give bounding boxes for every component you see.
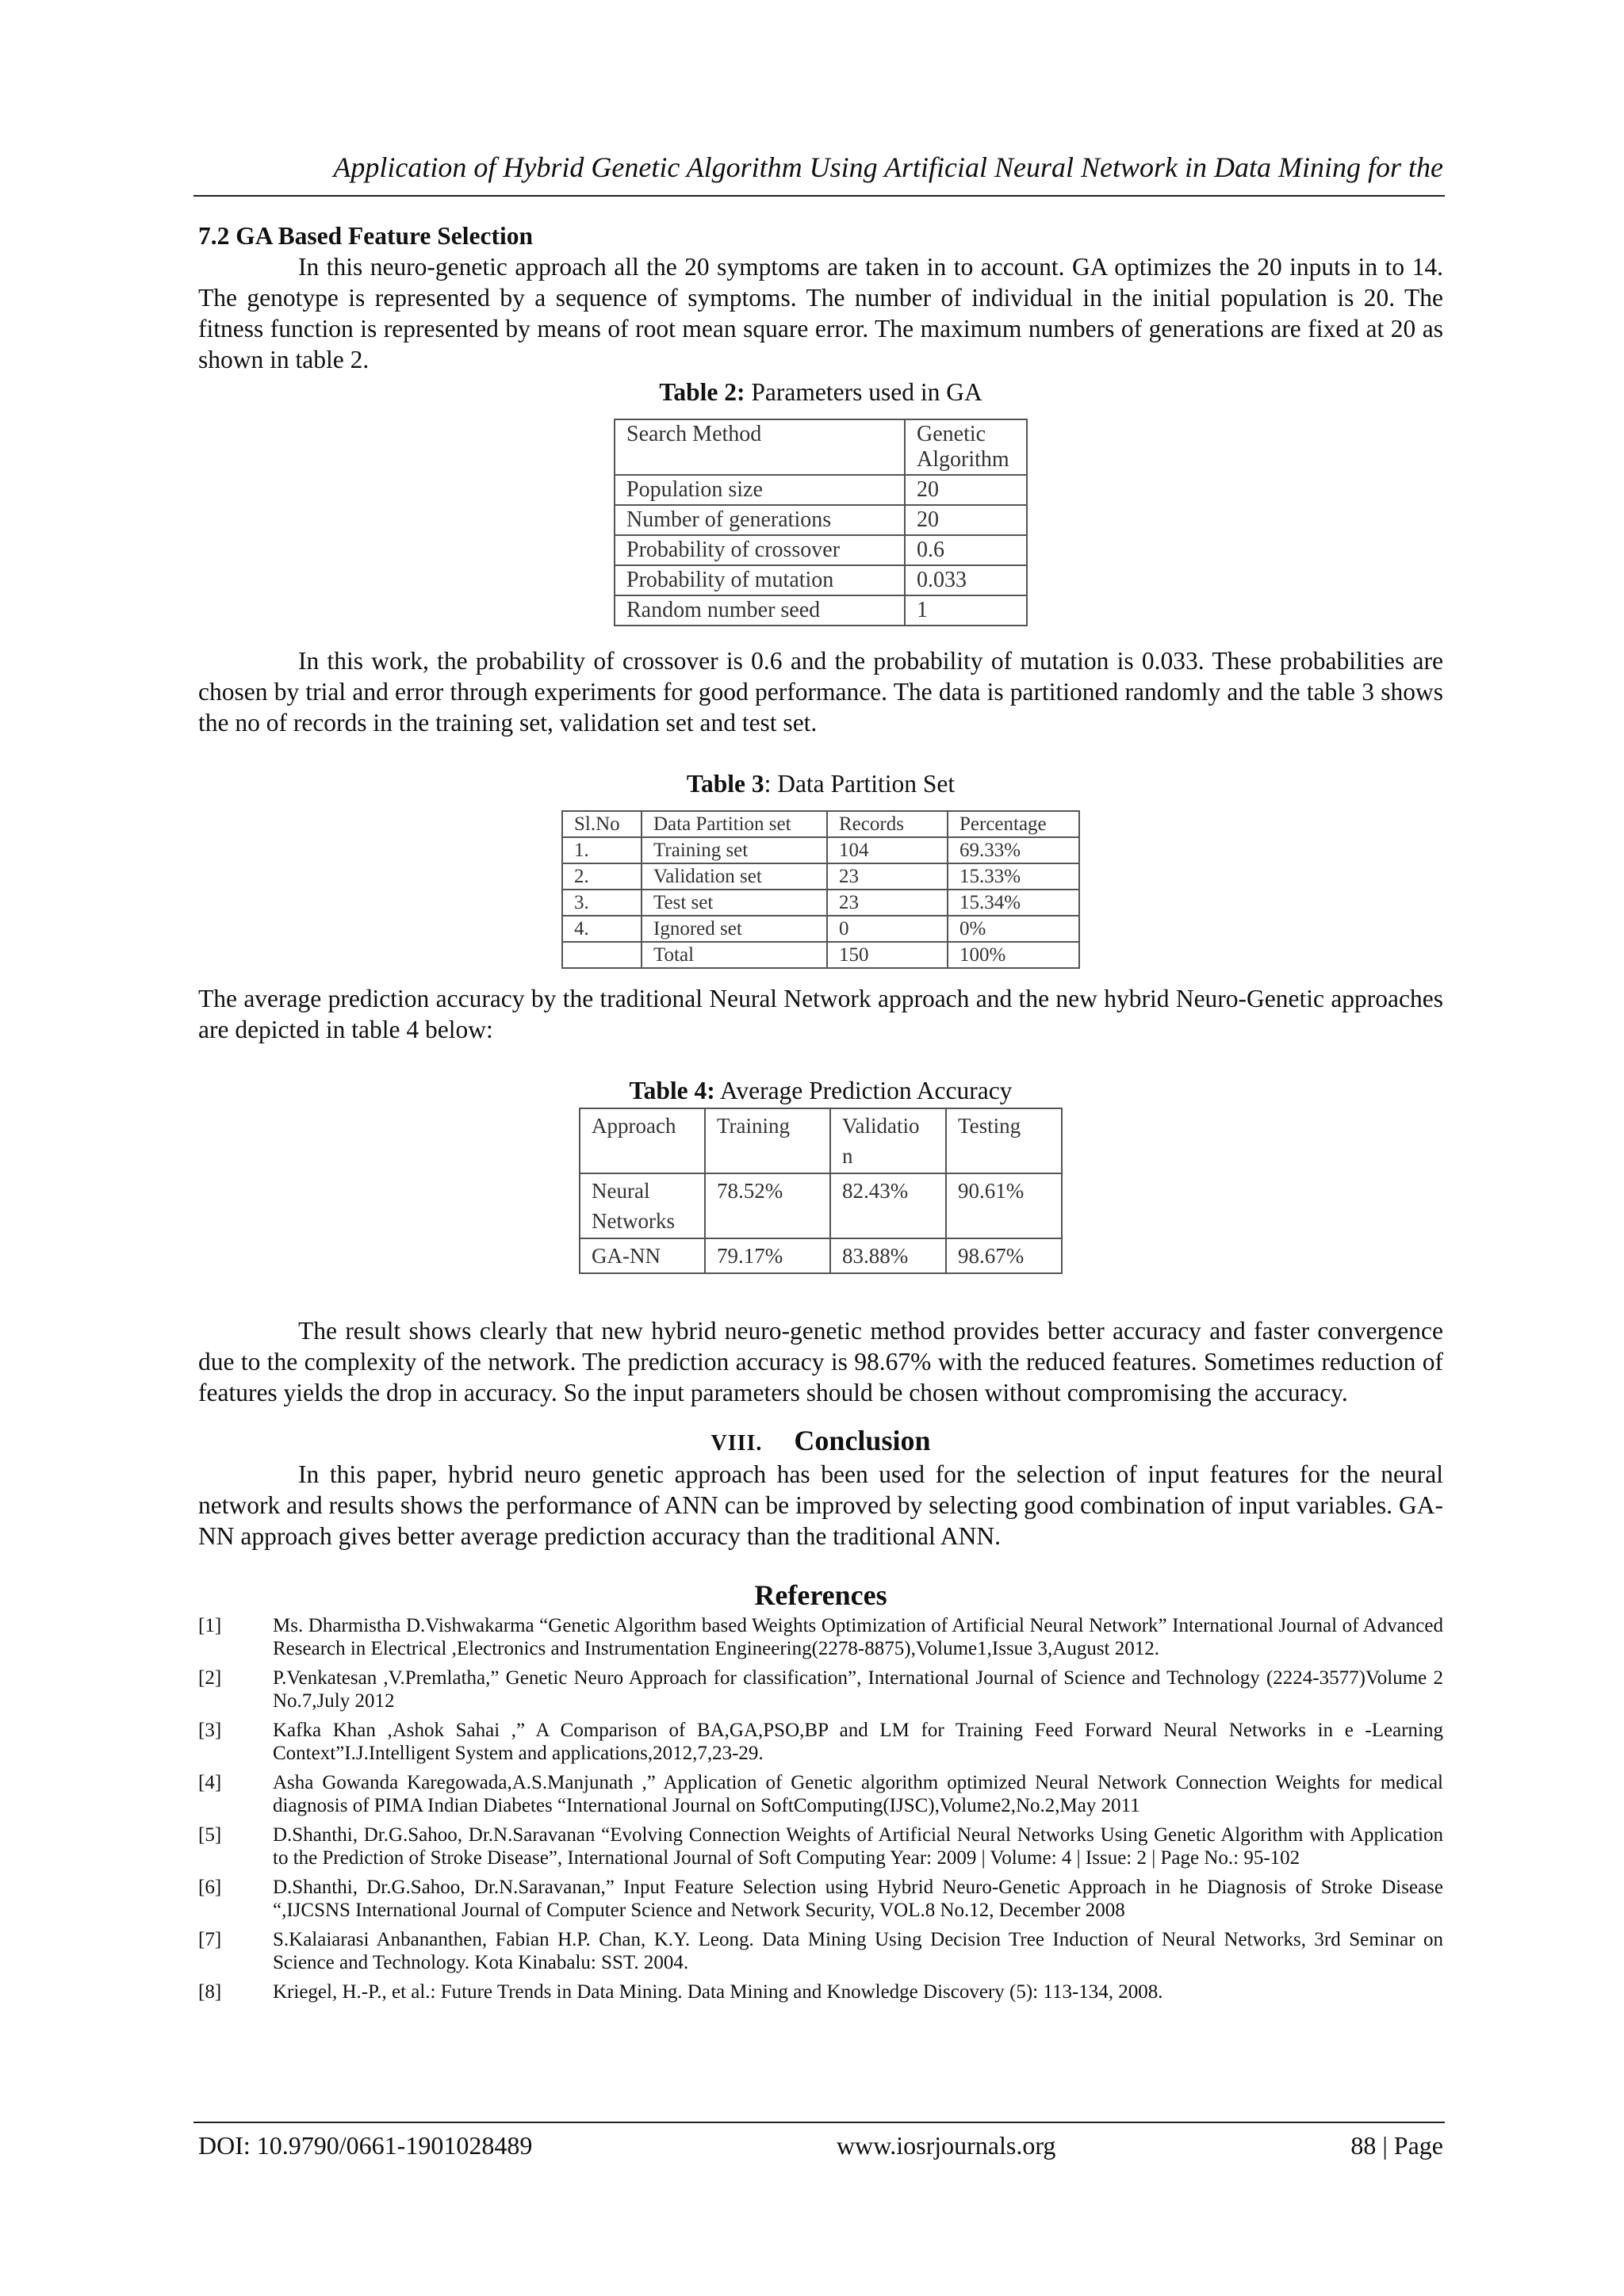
caption-label: Table 3 <box>686 770 764 798</box>
running-header: Application of Hybrid Genetic Algorithm Using Artificial Neural Network in Data Mining for the <box>333 151 1443 183</box>
paragraph: The average prediction accuracy by the traditional Neural Network approach and the new hybrid Neuro-Genetic approaches are depicted in table 4 below: <box>198 985 1443 1043</box>
table-cell: Probability of crossover <box>615 535 905 565</box>
table-row <box>562 837 1079 863</box>
caption-text: Average Prediction Accuracy <box>714 1077 1013 1104</box>
table-cell: 15.33% <box>948 863 1079 890</box>
table-row <box>615 419 1027 475</box>
reference-item <box>198 1876 1443 1922</box>
table-row <box>580 1173 1062 1238</box>
table-cell: 0 <box>827 916 948 942</box>
table-cell: 90.61% <box>946 1173 1062 1238</box>
table-cell: 82.43% <box>830 1173 946 1238</box>
table-cell: Percentage <box>948 811 1079 837</box>
table-cell: 0% <box>948 916 1079 942</box>
table-4 <box>579 1108 1063 1274</box>
footer-rule <box>193 2122 1445 2123</box>
table-cell: Testing <box>946 1108 1062 1173</box>
table-cell: 20 <box>905 475 1027 505</box>
table-cell: GA-NN <box>580 1238 705 1273</box>
table-cell: Population size <box>615 475 905 505</box>
reference-number: [5] <box>198 1824 222 1846</box>
footer-doi: DOI: 10.9790/0661-1901028489 <box>198 2131 533 2160</box>
reference-text: D.Shanthi, Dr.G.Sahoo, Dr.N.Saravanan “Evolving Connection Weights of Artificial Neural Networks Using Genetic Algorithm with Application to the Prediction of Stroke Disease”, International Journal of Soft Computing Year: 2009 | Volume: 4 | Issue: 2 | Page No.: 95-102 <box>273 1824 1443 1869</box>
table-cell: Training <box>705 1108 830 1173</box>
reference-item <box>198 1980 1443 2003</box>
paragraph: In this neuro-genetic approach all the 20 symptoms are taken in to account. GA optimizes the 20 inputs in to 14. The genotype is represented by a sequence of symptoms. The number of individual in the initial population is 20. The fitness function is represented by means of root mean square error. The maximum numbers of generations are fixed at 20 as shown in table 2. <box>198 253 1443 373</box>
table-2-caption <box>198 377 1443 408</box>
caption-label: Table 4: <box>629 1077 715 1104</box>
table-cell: 98.67% <box>946 1238 1062 1273</box>
table-cell <box>562 942 642 968</box>
table-cell: 4. <box>562 916 642 942</box>
paragraph: In this paper, hybrid neuro genetic approach has been used for the selection of input features for the neural network and results shows the performance of ANN can be improved by selecting good combination of input variables. GA-NN approach gives better average prediction accuracy than the traditional ANN. <box>198 1460 1443 1550</box>
table-cell: 3. <box>562 890 642 916</box>
footer-website: www.iosrjournals.org <box>837 2131 1056 2160</box>
table-cell: Test set <box>642 890 827 916</box>
table-row <box>562 890 1079 916</box>
table-3-caption <box>198 768 1443 799</box>
table-cell: Approach <box>580 1108 705 1173</box>
table-row <box>615 535 1027 565</box>
reference-item <box>198 1928 1443 1974</box>
table-cell: Ignored set <box>642 916 827 942</box>
table-cell: Data Partition set <box>642 811 827 837</box>
table-cell: Random number seed <box>615 595 905 626</box>
reference-text: P.Venkatesan ,V.Premlatha,” Genetic Neuro Approach for classification”, International Journal of Science and Technology (2224-3577)Volume 2 No.7,July 2012 <box>273 1667 1443 1712</box>
table-cell: Training set <box>642 837 827 863</box>
table-cell: 1. <box>562 837 642 863</box>
table-cell: Search Method <box>615 419 905 475</box>
table-cell: 69.33% <box>948 837 1079 863</box>
reference-text: D.Shanthi, Dr.G.Sahoo, Dr.N.Saravanan,” Input Feature Selection using Hybrid Neuro-Genetic Approach in he Diagnosis of Stroke Disease “,IJCSNS International Journal of Computer Science and Network Security, VOL.8 No.12, December 2008 <box>273 1877 1443 1921</box>
reference-text: Kriegel, H.-P., et al.: Future Trends in Data Mining. Data Mining and Knowledge Discovery (5): 113-134, 2008. <box>273 1981 1163 2003</box>
table-cell: 23 <box>827 890 948 916</box>
caption-text: : Data Partition Set <box>764 770 956 798</box>
table-row <box>562 863 1079 890</box>
footer-page-number: 88 | Page <box>1350 2131 1443 2160</box>
table-cell: Genetic Algorithm <box>905 419 1027 475</box>
paragraph: The result shows clearly that new hybrid neuro-genetic method provides better accuracy and faster convergence due to the complexity of the network. The prediction accuracy is 98.67% with the reduced features. Sometimes reduction of features yields the drop in accuracy. So the input parameters should be chosen without compromising the accuracy. <box>198 1317 1443 1406</box>
table-cell: 20 <box>905 505 1027 535</box>
references-title: References <box>754 1579 887 1611</box>
table-cell: 78.52% <box>705 1173 830 1238</box>
reference-item <box>198 1823 1443 1869</box>
paragraph: In this work, the probability of crossover is 0.6 and the probability of mutation is 0.033. These probabilities are chosen by trial and error through experiments for good performance. The data is partitioned randomly and the table 3 shows the no of records in the training set, validation set and test set. <box>198 647 1443 737</box>
table-cell: Validatio n <box>830 1108 946 1173</box>
table-cell: 104 <box>827 837 948 863</box>
table-cell: 23 <box>827 863 948 890</box>
header-rule <box>193 195 1445 197</box>
reference-list <box>198 1614 1443 2003</box>
table-cell: 79.17% <box>705 1238 830 1273</box>
table-cell: Total <box>642 942 827 968</box>
table-row <box>615 565 1027 595</box>
reference-number: [6] <box>198 1877 222 1898</box>
table-row <box>580 1238 1062 1273</box>
caption-label: Table 2: <box>659 378 745 406</box>
table-cell: 150 <box>827 942 948 968</box>
reference-text: Ms. Dharmistha D.Vishwakarma “Genetic Algorithm based Weights Optimization of Artificial Neural Network” International Journal of Advanced Research in Electrical ,Electronics and Instrumentation Engineering(2278-8875),Volume1,Issue 3,August 2012. <box>273 1615 1443 1659</box>
conclusion-heading <box>198 1425 1443 1459</box>
table-cell: 83.88% <box>830 1238 946 1273</box>
reference-item <box>198 1667 1443 1712</box>
reference-item <box>198 1614 1443 1660</box>
section-title: 7.2 GA Based Feature Selection <box>198 222 534 250</box>
reference-number: [8] <box>198 1981 222 2003</box>
table-cell: 100% <box>948 942 1079 968</box>
table-row <box>580 1108 1062 1173</box>
reference-number: [4] <box>198 1772 222 1793</box>
reference-text: Asha Gowanda Karegowada,A.S.Manjunath ,” Application of Genetic algorithm optimized Neural Network Connection Weights for medical diagnosis of PIMA Indian Diabetes “International Journal on SoftComputing(IJSC),Volume2,No.2,May 2011 <box>273 1772 1443 1816</box>
table-cell: 0.6 <box>905 535 1027 565</box>
table-cell: 15.34% <box>948 890 1079 916</box>
table-row <box>615 505 1027 535</box>
reference-number: [2] <box>198 1667 222 1689</box>
reference-item <box>198 1719 1443 1765</box>
table-cell: 2. <box>562 863 642 890</box>
table-2 <box>614 419 1028 626</box>
main-content <box>198 220 1443 2010</box>
table-row <box>562 811 1079 837</box>
table-cell: Number of generations <box>615 505 905 535</box>
table-cell: Records <box>827 811 948 837</box>
table-cell: Probability of mutation <box>615 565 905 595</box>
section-number: VIII. <box>710 1431 763 1456</box>
section-title: Conclusion <box>794 1425 931 1456</box>
table-3 <box>561 810 1080 969</box>
reference-number: [3] <box>198 1720 222 1741</box>
table-row <box>562 942 1079 968</box>
reference-item <box>198 1771 1443 1817</box>
reference-text: Kafka Khan ,Ashok Sahai ,” A Comparison of BA,GA,PSO,BP and LM for Training Feed Forward Neural Networks in e -Learning Context”I.J.Intelligent System and applications,2012,7,23-29. <box>273 1720 1443 1764</box>
reference-number: [1] <box>198 1615 222 1636</box>
table-cell: Neural Networks <box>580 1173 705 1238</box>
table-cell: Validation set <box>642 863 827 890</box>
table-row <box>562 916 1079 942</box>
table-row <box>615 595 1027 626</box>
table-4-caption <box>198 1075 1443 1106</box>
reference-number: [7] <box>198 1929 222 1950</box>
table-cell: 0.033 <box>905 565 1027 595</box>
table-cell: Sl.No <box>562 811 642 837</box>
table-cell: 1 <box>905 595 1027 626</box>
reference-text: S.Kalaiarasi Anbananthen, Fabian H.P. Chan, K.Y. Leong. Data Mining Using Decision Tree Induction of Neural Networks, 3rd Seminar on Science and Technology. Kota Kinabalu: SST. 2004. <box>273 1929 1443 1973</box>
caption-text: Parameters used in GA <box>745 378 982 406</box>
table-row <box>615 475 1027 505</box>
